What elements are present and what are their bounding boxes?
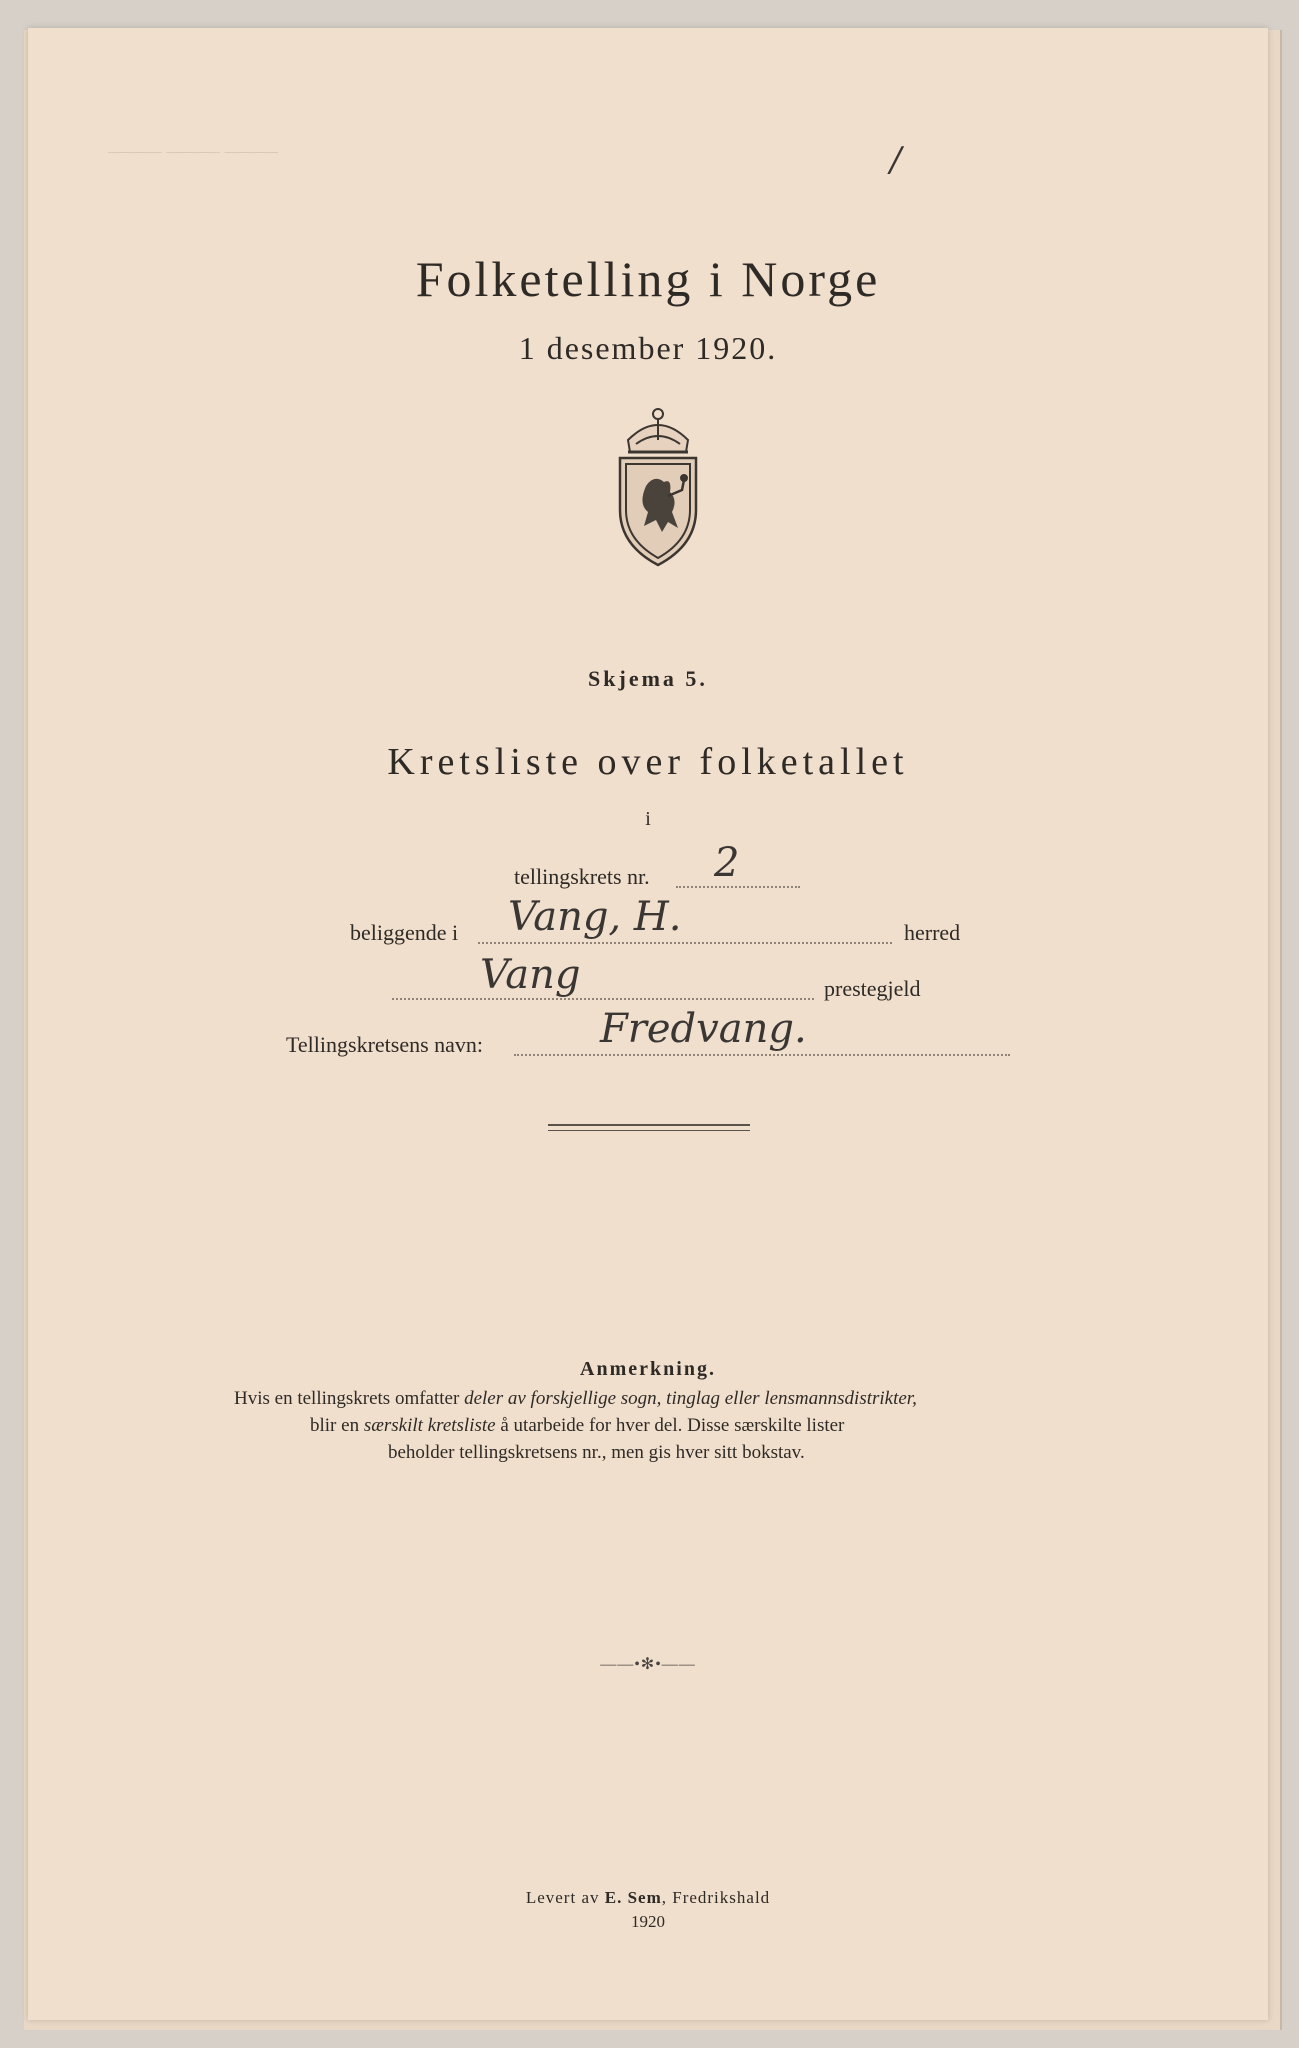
krets-dotted-line: [676, 886, 800, 888]
section-divider: [548, 1124, 750, 1131]
corner-mark: /: [890, 140, 902, 180]
norwegian-coat-of-arms-icon: [598, 400, 718, 570]
ornament-divider: ——•✻•——: [600, 1656, 696, 1673]
beliggende-handwritten: Vang, H.: [508, 894, 682, 940]
printer-year: 1920: [631, 1912, 665, 1931]
note-line-3: beholder tellingskretsens nr., men gis hver sitt bokstav.: [388, 1442, 805, 1463]
page-title: Folketelling i Norge: [415, 251, 881, 307]
prestegjeld-dotted-line: [392, 998, 814, 1000]
beliggende-dotted-line: [478, 942, 892, 944]
schema-number: Skjema 5.: [588, 666, 708, 691]
note-line-1: Hvis en tellingskrets omfatter deler av forskjellige sogn, tinglag eller lensmannsdistrikter,: [234, 1388, 917, 1409]
preposition-i: i: [645, 808, 651, 830]
beliggende-label: beliggende i: [350, 920, 459, 945]
form-heading: Kretsliste over folketallet: [387, 741, 909, 783]
note-heading: Anmerkning.: [580, 1358, 716, 1380]
navn-handwritten: Fredvang.: [600, 1006, 807, 1052]
prestegjeld-label: prestegjeld: [824, 976, 921, 1001]
krets-number-handwritten: 2: [714, 840, 740, 886]
census-date: 1 desember 1920.: [518, 330, 778, 366]
krets-label: tellingskrets nr.: [514, 864, 650, 889]
printer-imprint: Levert av E. Sem, Fredrikshald: [525, 1888, 771, 1907]
census-form-page: [28, 28, 1268, 2020]
navn-label: Tellingskretsens navn:: [286, 1032, 484, 1057]
prestegjeld-handwritten: Vang: [480, 952, 581, 998]
bleed-through-text: ——— ——— ———: [108, 140, 279, 162]
herred-label: herred: [904, 920, 961, 945]
note-line-2: blir en særskilt kretsliste å utarbeide for hver del. Disse særskilte lister: [310, 1415, 845, 1436]
navn-dotted-line: [514, 1054, 1010, 1056]
